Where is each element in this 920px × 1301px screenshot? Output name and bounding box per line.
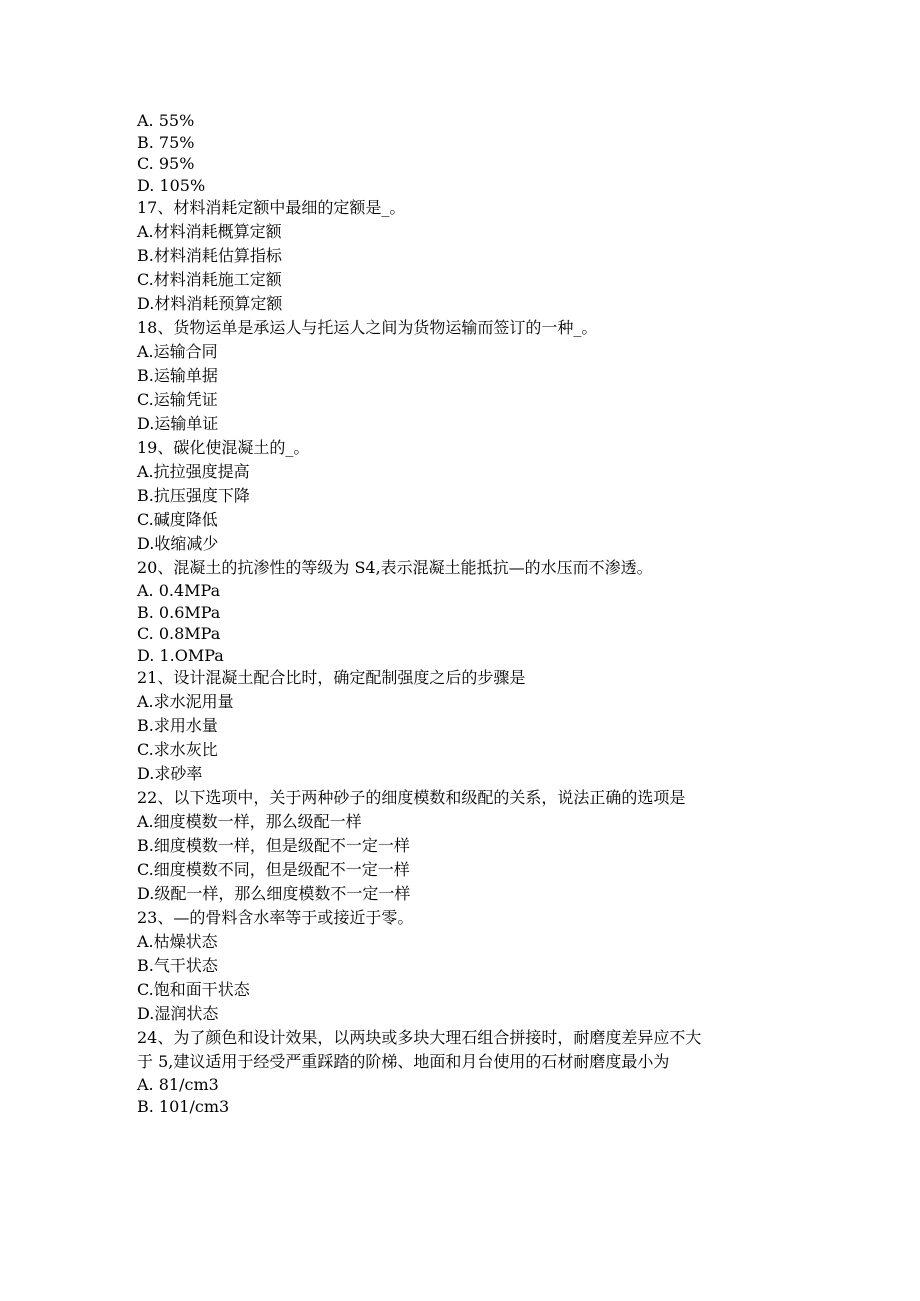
option-c: C.求水灰比 (137, 740, 218, 759)
option-b: B. 75% (137, 132, 195, 152)
option-d: D.湿润状态 (137, 1004, 219, 1023)
option-d: D.求砂率 (137, 764, 203, 783)
option-b: B.抗压强度下降 (137, 486, 250, 505)
option-b: B.气干状态 (137, 956, 218, 975)
option-c: C.饱和面干状态 (137, 980, 250, 999)
question-stem-line-2: 于 5,建议适用于经受严重踩踏的阶梯、地面和月台使用的石材耐磨度最小为 (137, 1052, 670, 1071)
option-a: A.运输合同 (137, 342, 218, 361)
option-c: C.运输凭证 (137, 390, 218, 409)
option-d: D.级配一样，那么细度模数不一定一样 (137, 884, 411, 903)
option-a: A. 0.4MPa (137, 581, 221, 600)
question-stem: 18、货物运单是承运人与托运人之间为货物运输而签订的一种_。 (137, 318, 598, 337)
question-18 (137, 316, 787, 436)
question-stem: 22、以下选项中，关于两种砂子的细度模数和级配的关系，说法正确的选项是 (137, 788, 686, 807)
option-d: D.收缩减少 (137, 534, 219, 553)
pre-options (137, 110, 787, 196)
question-stem: 19、碳化使混凝土的_。 (137, 438, 310, 457)
question-stem: 23、—的骨料含水率等于或接近于零。 (137, 908, 414, 927)
document-content (137, 110, 787, 1117)
option-b: B. 0.6MPa (137, 602, 221, 622)
question-22 (137, 786, 787, 906)
option-b: B. 101/cm3 (137, 1096, 230, 1116)
question-17 (137, 196, 787, 316)
question-21 (137, 666, 787, 786)
question-stem-line-1: 24、为了颜色和设计效果，以两块或多块大理石组合拼接时，耐磨度差异应不大 (137, 1028, 702, 1047)
option-c: C. 95% (137, 154, 195, 173)
option-a: A.细度模数一样，那么级配一样 (137, 812, 362, 831)
question-stem: 17、材料消耗定额中最细的定额是_。 (137, 198, 406, 217)
option-d: D.材料消耗预算定额 (137, 294, 283, 313)
option-c: C.碱度降低 (137, 510, 218, 529)
option-b: B.求用水量 (137, 716, 218, 735)
option-b: B.运输单据 (137, 366, 218, 385)
question-20 (137, 556, 787, 666)
option-d: D. 105% (137, 175, 206, 195)
option-c: C. 0.8MPa (137, 624, 221, 643)
option-c: C.细度模数不同，但是级配不一定一样 (137, 860, 410, 879)
question-19 (137, 436, 787, 556)
option-a: A. 55% (137, 111, 195, 130)
option-a: A.材料消耗概算定额 (137, 222, 282, 241)
option-b: B.细度模数一样，但是级配不一定一样 (137, 836, 410, 855)
option-d: D.运输单证 (137, 414, 219, 433)
question-stem: 21、设计混凝土配合比时，确定配制强度之后的步骤是 (137, 668, 526, 687)
option-a: A.抗拉强度提高 (137, 462, 250, 481)
option-d: D. 1.OMPa (137, 645, 224, 665)
option-a: A.枯燥状态 (137, 932, 218, 951)
option-a: A.求水泥用量 (137, 692, 234, 711)
option-b: B.材料消耗估算指标 (137, 246, 282, 265)
question-24 (137, 1026, 787, 1117)
option-a: A. 81/cm3 (137, 1075, 219, 1094)
option-c: C.材料消耗施工定额 (137, 270, 282, 289)
question-stem: 20、混凝土的抗渗性的等级为 S4,表示混凝土能抵抗—的水压而不渗透。 (137, 558, 653, 577)
question-23 (137, 906, 787, 1026)
